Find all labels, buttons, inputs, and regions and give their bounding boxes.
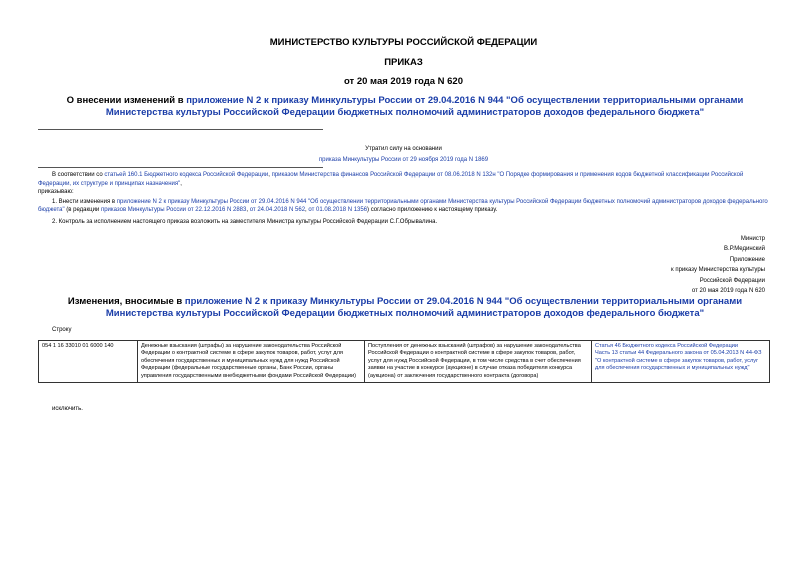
cell-receipts: Поступления от денежных взысканий (штрафов) за нарушение законодательства Российской Федерации о контрактной системе в сфере закупок товаров, работ, услуг для нужд Российской Федерации, в том числе средства в счет обеспечения заявки на участие в конкурсе (аукционе) в случае отказа победителя конкурса (аукциона) от заключения государственного контракта (договора)	[365, 341, 592, 383]
order-title-prefix: О внесении изменений в	[66, 95, 187, 106]
appendix-ref-1: к приказу Министерства культуры	[671, 267, 765, 274]
divider-lost-force	[38, 167, 323, 168]
preamble-text-2: ,	[268, 172, 272, 178]
ministry-heading: МИНИСТЕРСТВО КУЛЬТУРЫ РОССИЙСКОЙ ФЕДЕРАЦИИ	[269, 37, 538, 48]
changes-table	[38, 340, 770, 383]
preamble-paragraph	[38, 171, 773, 188]
order-2883-link[interactable]: приказов Минкультуры России от 22.12.2016 N 2883	[100, 207, 247, 214]
minfin-order-link[interactable]: приказом Министерства финансов Российской Федерации от 08.06.2018 N 132н "О Порядке формирования и применения кодов бюджетной классификации Российской Федерации, их структуре и принципах назначения"	[38, 172, 744, 187]
signature-role: Министр	[740, 236, 765, 242]
appendix-ref-2: Российской Федерации	[699, 277, 765, 284]
item-1-text-5: ) согласно приложению к настоящему приказу.	[367, 207, 498, 214]
changes-link[interactable]: приложение N 2 к приказу Минкультуры России от 29.04.2016 N 944 "Об осуществлении территориальными органами Министерства культуры Российской Федерации бюджетных полномочий администраторов доходов федерального бюджета"	[105, 296, 743, 319]
federal-law-44-link[interactable]: Часть 13 статьи 44 Федерального закона от 05.04.2013 N 44-ФЗ "О контрактной системе в сфере закупок товаров, работ, услуг для обеспечения государственных и муниципальных нужд"	[595, 350, 762, 372]
changes-heading	[40, 296, 770, 320]
item-1-text-4: ,	[305, 207, 309, 214]
item-2: 2. Контроль за исполнением настоящего приказа возложить на заместителя Министра культуры Российской Федерации С.Г.Обрывалина.	[52, 218, 438, 225]
preamble-block	[38, 171, 773, 227]
lost-force-link[interactable]: приказа Минкультуры России от 29 ноября 2019 года N 1869	[318, 157, 489, 163]
exclude-text: исключить.	[52, 406, 83, 412]
changes-prefix: Изменения, вносимые в	[67, 296, 185, 307]
order-heading: ПРИКАЗ	[384, 57, 423, 68]
item-1	[38, 198, 773, 215]
appendix-label: Приложение	[729, 256, 765, 263]
order-date: от 20 мая 2019 года N 620	[343, 76, 464, 87]
cell-description: Денежные взыскания (штрафы) за нарушение законодательства Российской Федерации о контрактной системе в сфере закупок товаров, работ, услуг для обеспечения государственных и муниципальных нужд для нужд Российской Федерации (федеральные государственные органы, Банк России, органы управления государственными внебюджетными фондами Российской Федерации)	[138, 341, 365, 383]
order-title-link[interactable]: приложение N 2 к приказу Минкультуры России от 29.04.2016 N 944 "Об осуществлении территориальными органами Министерства культуры Российской Федерации бюджетных полномочий администраторов доходов федерального бюджета"	[105, 95, 744, 118]
row-label: Строку	[52, 327, 72, 333]
budget-code-article-link[interactable]: статьей 160.1 Бюджетного кодекса Российской Федерации	[104, 172, 269, 178]
order-562-link[interactable]: от 24.04.2018 N 562	[249, 207, 306, 214]
signature-name: В.Р.Мединский	[724, 246, 765, 253]
lost-force-note	[0, 145, 807, 164]
item-1-text-3: ,	[246, 207, 250, 214]
item-1-text-1: 1. Внести изменения в	[52, 198, 117, 205]
item-1-text-2: (в редакции	[64, 207, 101, 214]
budget-code-46-link[interactable]: Статья 46 Бюджетного кодекса Российской Федерации	[595, 343, 739, 349]
appendix-2-link[interactable]: приложение N 2 к приказу Минкультуры России от 29.04.2016 N 944 "Об осуществлении территориальными органами Министерства культуры Российской Федерации бюджетных полномочий администраторов доходов федерального бюджета"	[38, 198, 768, 214]
table-row	[39, 341, 770, 383]
divider-top	[38, 129, 323, 130]
order-1356-link[interactable]: от 01.08.2018 N 1356	[308, 207, 368, 214]
preamble-text-1: В соответствии со	[52, 172, 105, 178]
lost-force-line1: Утратил силу на основании	[365, 146, 442, 152]
signature-block	[565, 235, 765, 295]
order-word: приказываю:	[38, 189, 74, 196]
preamble-text-3: ,	[180, 180, 182, 187]
order-title	[60, 95, 750, 119]
cell-basis	[592, 341, 770, 383]
appendix-ref-3: от 20 мая 2019 года N 620	[691, 288, 765, 295]
cell-code: 054 1 16 33010 01 6000 140	[39, 341, 138, 383]
